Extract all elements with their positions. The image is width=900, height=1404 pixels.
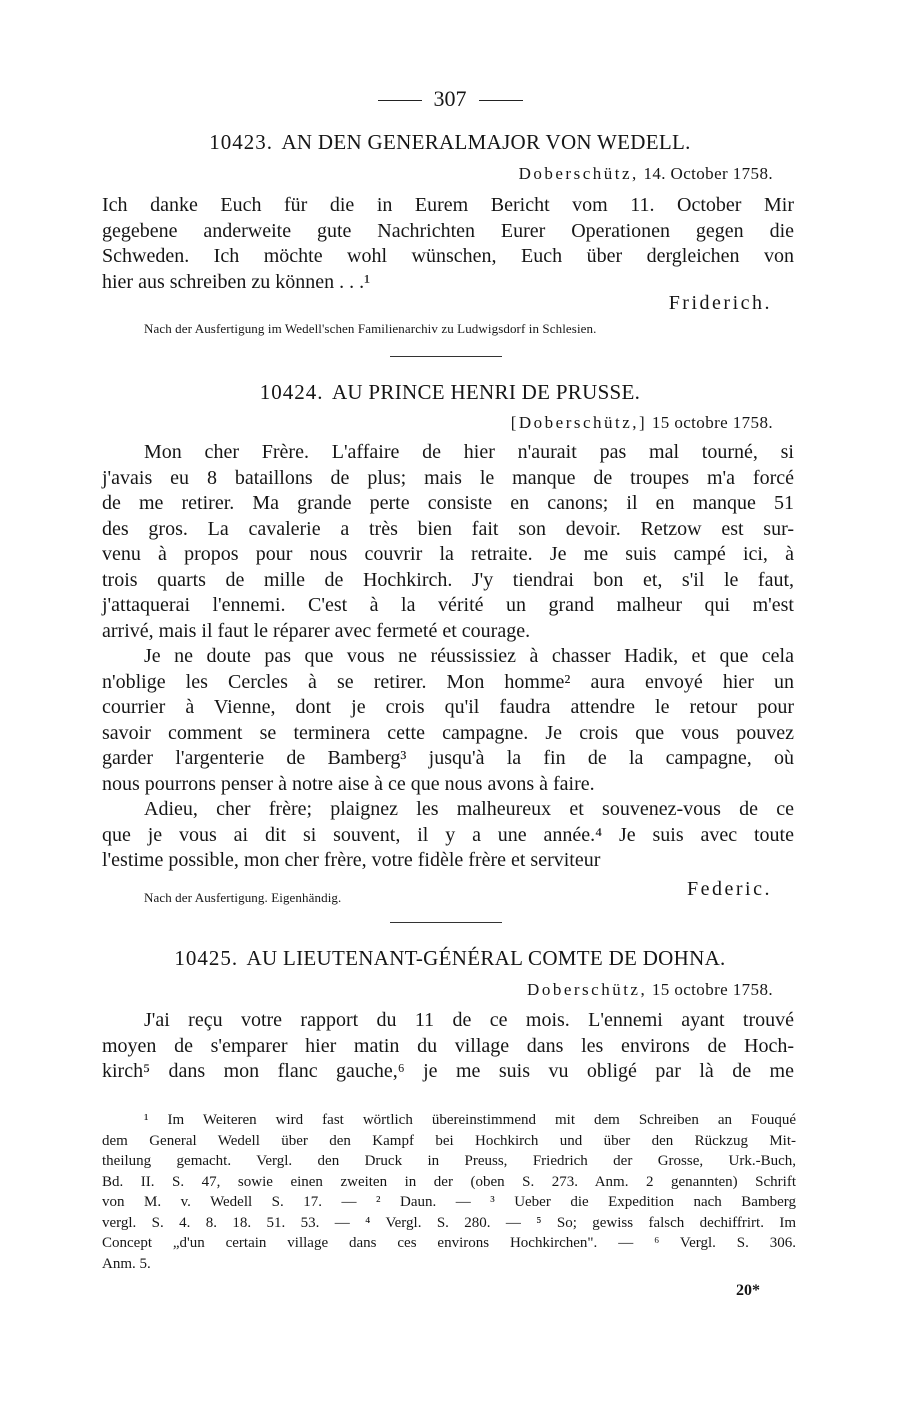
letter-number: 10423. [209, 130, 274, 154]
letter-title: AU LIEUTENANT-GÉNÉRAL COMTE DE DOHNA. [246, 946, 726, 970]
footnote-line: theilung gemacht. Vergl. den Druck in Preuss, Friedrich der Grosse, Urk.-Buch, [102, 1153, 796, 1169]
footnote-line: Anm. 5. [102, 1255, 151, 1272]
letter-body: Mon cher Frère. L'affaire de hier n'aurait pas mal tourné, si j'avais eu 8 bataillons de plus; mais le manque de troupes m'a forcé de me retirer. Ma grande perte consiste en canons; il en manque 51 des gros. La cavalerie a très bien fait son devoir. Retzow est sur- venu à propos pour nous couvrir la retraite. Je me suis campé ici, à trois quarts de mille de Hochkirch. J'y tiendrai bon et, s'il le faut, j'attaquerai l'ennemi. C'est à la vérité un grand malheur qui m'est arrivé, mais il faut le réparer avec fermeté et courage. Je ne doute pas que vous ne réussissiez à chasser Hadik, et que cela n'oblige les Cercles à se retirer. Mon homme² aura envoyé hier un courrier à Vienne, dont je crois qu'il faudra attendre le retour pour savoir comment se terminera cette campagne. Je crois que vous pouvez garder l'argenterie de Bamberg³ jusqu'à la fin de la campagne, où nous pourrons penser à notre aise à ce que nous avons à faire. Adieu, cher frère; plaignez les malheureux et souvenez-vous de ce que je vous ai dit si souvent, il y a une année.⁴ Je suis avec toute l'estime possible, mon cher frère, votre fidèle frère et serviteur [102, 441, 794, 871]
letter-title: AU PRINCE HENRI DE PRUSSE. [331, 380, 641, 404]
letter-dateline: Doberschütz, 15 octobre 1758. [527, 980, 773, 999]
section-divider [390, 922, 502, 923]
page-number-dash-left [378, 100, 422, 101]
letter-heading [0, 380, 900, 405]
letter-signature: Federic. [687, 878, 772, 900]
footnotes [102, 1110, 796, 1274]
section-divider [390, 356, 502, 357]
letter-body: J'ai reçu votre rapport du 11 de ce mois. L'ennemi ayant trouvé moyen de s'emparer hier matin du village dans les environs de Hoch- kirch⁵ dans mon flanc gauche,⁶ je me suis vu obligé par là de me [102, 1009, 794, 1082]
footnote-line: ¹ Im Weiteren wird fast wörtlich übereinstimmend mit dem Schreiben an Fouqué [144, 1112, 796, 1128]
footnote-line: vergl. S. 4. 8. 18. 51. 53. — ⁴ Vergl. S. 280. — ⁵ So; gewiss falsch dechiffrirt. Im [102, 1214, 796, 1231]
letter-body: Ich danke Euch für die in Eurem Bericht vom 11. October Mir gegebene anderweite gute Nachrichten Eurer Operationen gegen die Schweden. Ich möchte wohl wünschen, Euch über dergleichen von hier aus schreiben zu können . . .¹ [102, 194, 794, 293]
footnote-line: Concept „d'un certain village dans ces environs Hochkirchen". — ⁶ Vergl. S. 306. [102, 1235, 796, 1251]
letter-heading [0, 946, 900, 971]
letter-source-note: Nach der Ausfertigung. Eigenhändig. [144, 890, 342, 905]
letter-number: 10424. [259, 380, 324, 404]
sheet-signature-mark: 20* [736, 1282, 760, 1299]
letter-number: 10425. [174, 946, 239, 970]
page-number: 307 [0, 86, 900, 112]
footnote-line: von M. v. Wedell S. 17. — ² Daun. — ³ Ueber die Expedition nach Bamberg [102, 1194, 796, 1210]
letter-source-note: Nach der Ausfertigung im Wedell'schen Familienarchiv zu Ludwigsdorf in Schlesien. [144, 321, 597, 336]
letter-dateline: [Doberschütz,] 15 octobre 1758. [510, 413, 773, 432]
letter-dateline: Doberschütz, 14. October 1758. [518, 164, 773, 183]
letter-heading [0, 130, 900, 155]
letter-title: AN DEN GENERALMAJOR VON WEDELL. [281, 130, 691, 154]
footnote-line: dem General Wedell über den Kampf bei Hochkirch und über den Rückzug Mit- [102, 1132, 796, 1149]
footnote-line: Bd. II. S. 47, sowie einen zweiten in der (oben S. 273. Anm. 2 genannten) Schrift [102, 1173, 796, 1190]
letter-signature: Friderich. [668, 292, 772, 314]
page-number-dash-right [479, 100, 523, 101]
